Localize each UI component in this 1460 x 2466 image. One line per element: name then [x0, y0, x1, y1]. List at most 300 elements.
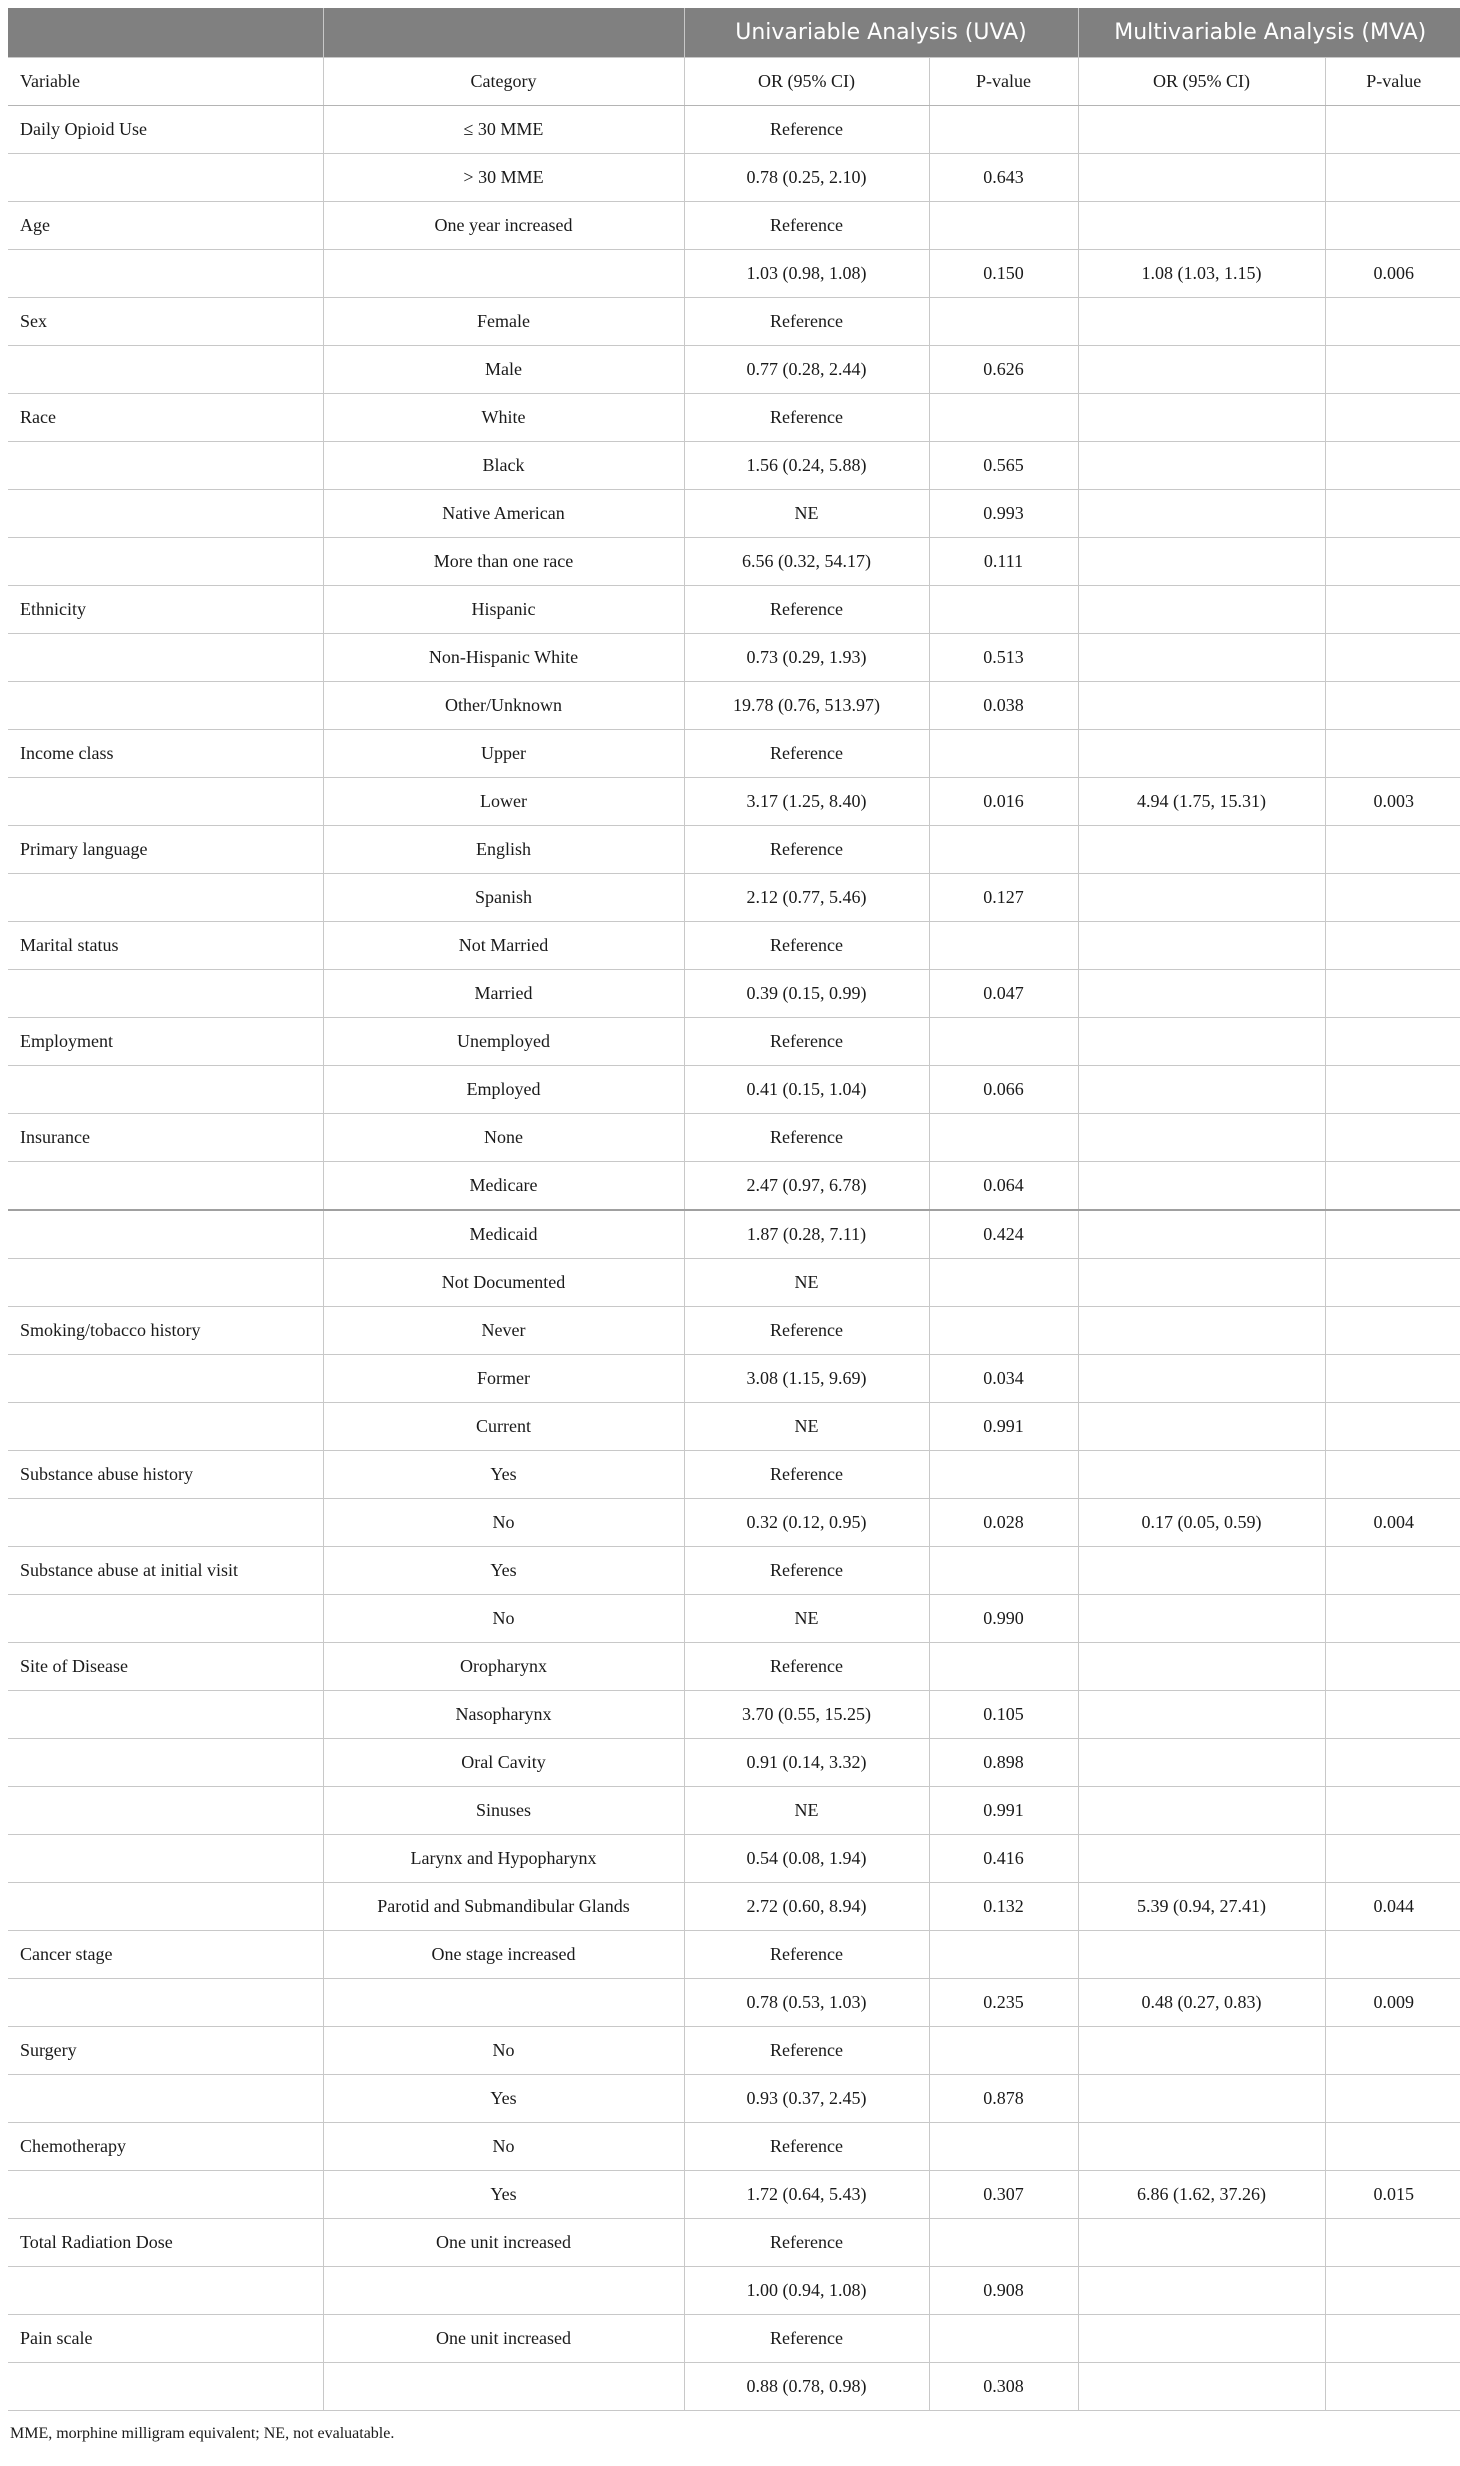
table-row: [8, 1499, 1460, 1547]
uva-p-cell: 0.132: [929, 1883, 1078, 1931]
mva-or-cell: [1078, 2315, 1325, 2363]
category-cell: Lower: [323, 778, 684, 826]
uva-or-cell: Reference: [684, 1451, 929, 1499]
table-row: [8, 1883, 1460, 1931]
uva-or-cell: Reference: [684, 2315, 929, 2363]
table-row: [8, 394, 1460, 442]
mva-or-cell: [1078, 1355, 1325, 1403]
table-row: [8, 442, 1460, 490]
uva-or-cell: 0.88 (0.78, 0.98): [684, 2363, 929, 2411]
uva-or-cell: Reference: [684, 730, 929, 778]
uva-p-cell: 0.111: [929, 538, 1078, 586]
mva-p-cell: [1325, 730, 1460, 778]
table-row: [8, 1066, 1460, 1114]
category-cell: Parotid and Submandibular Glands: [323, 1883, 684, 1931]
uva-or-cell: Reference: [684, 2219, 929, 2267]
mva-or-cell: [1078, 1739, 1325, 1787]
variable-cell: Marital status: [8, 922, 323, 970]
table-row: [8, 346, 1460, 394]
regression-table: [8, 8, 1460, 2411]
category-cell: Non-Hispanic White: [323, 634, 684, 682]
uva-or-cell: Reference: [684, 1547, 929, 1595]
variable-cell: [8, 1835, 323, 1883]
category-cell: More than one race: [323, 538, 684, 586]
table-row: [8, 682, 1460, 730]
mva-or-cell: [1078, 346, 1325, 394]
category-cell: Female: [323, 298, 684, 346]
uva-or-cell: 3.70 (0.55, 15.25): [684, 1691, 929, 1739]
variable-cell: [8, 1691, 323, 1739]
variable-cell: [8, 874, 323, 922]
variable-cell: [8, 442, 323, 490]
uva-p-cell: [929, 1307, 1078, 1355]
variable-cell: [8, 538, 323, 586]
mva-or-cell: [1078, 1547, 1325, 1595]
category-cell: Oropharynx: [323, 1643, 684, 1691]
category-cell: Male: [323, 346, 684, 394]
mva-p-cell: [1325, 1210, 1460, 1259]
mva-p-cell: [1325, 1114, 1460, 1162]
mva-or-cell: [1078, 1018, 1325, 1066]
category-cell: Employed: [323, 1066, 684, 1114]
mva-or-cell: [1078, 1595, 1325, 1643]
category-cell: [323, 1979, 684, 2027]
mva-p-cell: [1325, 1643, 1460, 1691]
variable-cell: [8, 490, 323, 538]
uva-p-cell: [929, 106, 1078, 154]
uva-p-cell: 0.105: [929, 1691, 1078, 1739]
uva-or-cell: 0.73 (0.29, 1.93): [684, 634, 929, 682]
variable-cell: Sex: [8, 298, 323, 346]
group-header-row: [8, 8, 1460, 58]
uva-or-cell: Reference: [684, 2123, 929, 2171]
uva-p-cell: 0.626: [929, 346, 1078, 394]
uva-p-cell: 0.034: [929, 1355, 1078, 1403]
mva-or-cell: [1078, 682, 1325, 730]
table-row: [8, 586, 1460, 634]
uva-or-cell: NE: [684, 1595, 929, 1643]
category-cell: Hispanic: [323, 586, 684, 634]
table-row: [8, 538, 1460, 586]
uva-p-cell: 0.908: [929, 2267, 1078, 2315]
mva-p-cell: [1325, 586, 1460, 634]
mva-or-cell: 0.48 (0.27, 0.83): [1078, 1979, 1325, 2027]
uva-p-cell: 0.424: [929, 1210, 1078, 1259]
uva-p-cell: [929, 202, 1078, 250]
mva-p-cell: [1325, 922, 1460, 970]
uva-or-cell: 0.93 (0.37, 2.45): [684, 2075, 929, 2123]
mva-p-cell: [1325, 2027, 1460, 2075]
mva-p-cell: 0.044: [1325, 1883, 1460, 1931]
table-footnote: MME, morphine milligram equivalent; NE, not evaluatable.: [10, 2425, 395, 2442]
uva-p-cell: 0.513: [929, 634, 1078, 682]
category-cell: Not Married: [323, 922, 684, 970]
table-row: [8, 874, 1460, 922]
variable-cell: [8, 682, 323, 730]
mva-or-cell: [1078, 730, 1325, 778]
variable-cell: [8, 1259, 323, 1307]
mva-p-cell: [1325, 826, 1460, 874]
table-row: [8, 202, 1460, 250]
mva-p-cell: [1325, 2363, 1460, 2411]
mva-p-cell: [1325, 970, 1460, 1018]
mva-or-cell: [1078, 1114, 1325, 1162]
mva-or-cell: [1078, 2219, 1325, 2267]
variable-cell: [8, 2363, 323, 2411]
table-row: [8, 1835, 1460, 1883]
mva-or-cell: [1078, 634, 1325, 682]
uva-or-cell: 0.41 (0.15, 1.04): [684, 1066, 929, 1114]
table-row: [8, 1018, 1460, 1066]
table-row: [8, 2267, 1460, 2315]
table-row: [8, 1739, 1460, 1787]
category-cell: Yes: [323, 2171, 684, 2219]
table-row: [8, 2171, 1460, 2219]
category-cell: Current: [323, 1403, 684, 1451]
column-header-category: Category: [323, 58, 684, 106]
variable-cell: [8, 1066, 323, 1114]
table-row: [8, 2219, 1460, 2267]
mva-or-cell: [1078, 442, 1325, 490]
uva-p-cell: 0.016: [929, 778, 1078, 826]
table-row: [8, 2363, 1460, 2411]
mva-or-cell: [1078, 1691, 1325, 1739]
uva-or-cell: Reference: [684, 586, 929, 634]
variable-cell: [8, 970, 323, 1018]
variable-cell: Total Radiation Dose: [8, 2219, 323, 2267]
table-row: [8, 2027, 1460, 2075]
variable-cell: [8, 2075, 323, 2123]
uva-p-cell: [929, 1018, 1078, 1066]
mva-or-cell: [1078, 874, 1325, 922]
mva-p-cell: [1325, 202, 1460, 250]
mva-p-cell: [1325, 1066, 1460, 1114]
mva-p-cell: [1325, 2123, 1460, 2171]
category-cell: No: [323, 2123, 684, 2171]
uva-or-cell: 0.77 (0.28, 2.44): [684, 346, 929, 394]
category-cell: Larynx and Hypopharynx: [323, 1835, 684, 1883]
category-cell: Oral Cavity: [323, 1739, 684, 1787]
category-cell: One unit increased: [323, 2315, 684, 2363]
variable-cell: Daily Opioid Use: [8, 106, 323, 154]
category-cell: ≤ 30 MME: [323, 106, 684, 154]
mva-or-cell: [1078, 586, 1325, 634]
table-row: [8, 1931, 1460, 1979]
uva-or-cell: 1.72 (0.64, 5.43): [684, 2171, 929, 2219]
uva-p-cell: [929, 2219, 1078, 2267]
uva-or-cell: 1.00 (0.94, 1.08): [684, 2267, 929, 2315]
uva-or-cell: 2.12 (0.77, 5.46): [684, 874, 929, 922]
category-cell: Medicaid: [323, 1210, 684, 1259]
variable-cell: Insurance: [8, 1114, 323, 1162]
mva-header: Multivariable Analysis (MVA): [1078, 8, 1460, 58]
variable-cell: [8, 1355, 323, 1403]
mva-p-cell: [1325, 1451, 1460, 1499]
uva-p-cell: 0.150: [929, 250, 1078, 298]
mva-p-cell: 0.004: [1325, 1499, 1460, 1547]
uva-or-cell: 0.78 (0.25, 2.10): [684, 154, 929, 202]
mva-or-cell: [1078, 2363, 1325, 2411]
category-cell: Unemployed: [323, 1018, 684, 1066]
table-body: [8, 106, 1460, 2411]
table-row: [8, 1691, 1460, 1739]
uva-p-cell: 0.127: [929, 874, 1078, 922]
uva-p-cell: 0.066: [929, 1066, 1078, 1114]
category-cell: Yes: [323, 1451, 684, 1499]
uva-or-cell: Reference: [684, 1114, 929, 1162]
mva-or-cell: [1078, 106, 1325, 154]
mva-p-cell: [1325, 1595, 1460, 1643]
uva-or-cell: 1.56 (0.24, 5.88): [684, 442, 929, 490]
uva-or-cell: 2.47 (0.97, 6.78): [684, 1162, 929, 1211]
table-row: [8, 922, 1460, 970]
column-header-uva-p: P-value: [929, 58, 1078, 106]
uva-p-cell: 0.307: [929, 2171, 1078, 2219]
table-row: [8, 1547, 1460, 1595]
uva-or-cell: Reference: [684, 202, 929, 250]
table-row: [8, 250, 1460, 298]
uva-p-cell: [929, 2123, 1078, 2171]
category-cell: [323, 2363, 684, 2411]
table-row: [8, 1451, 1460, 1499]
uva-or-cell: NE: [684, 1403, 929, 1451]
mva-or-cell: [1078, 2027, 1325, 2075]
column-header-uva-or: OR (95% CI): [684, 58, 929, 106]
mva-or-cell: [1078, 922, 1325, 970]
variable-cell: Race: [8, 394, 323, 442]
uva-or-cell: 0.54 (0.08, 1.94): [684, 1835, 929, 1883]
mva-or-cell: [1078, 970, 1325, 1018]
mva-or-cell: 6.86 (1.62, 37.26): [1078, 2171, 1325, 2219]
uva-p-cell: [929, 1114, 1078, 1162]
uva-or-cell: Reference: [684, 106, 929, 154]
table-row: [8, 1114, 1460, 1162]
variable-cell: [8, 1595, 323, 1643]
mva-p-cell: [1325, 1259, 1460, 1307]
uva-p-cell: 0.038: [929, 682, 1078, 730]
table-row: [8, 1595, 1460, 1643]
variable-cell: Chemotherapy: [8, 2123, 323, 2171]
variable-cell: [8, 1210, 323, 1259]
variable-cell: Substance abuse at initial visit: [8, 1547, 323, 1595]
mva-p-cell: [1325, 1355, 1460, 1403]
category-cell: Nasopharynx: [323, 1691, 684, 1739]
uva-or-cell: Reference: [684, 394, 929, 442]
table-page: [8, 8, 1460, 2443]
uva-p-cell: 0.898: [929, 1739, 1078, 1787]
uva-p-cell: 0.308: [929, 2363, 1078, 2411]
mva-p-cell: [1325, 874, 1460, 922]
category-cell: English: [323, 826, 684, 874]
mva-or-cell: 4.94 (1.75, 15.31): [1078, 778, 1325, 826]
uva-header: Univariable Analysis (UVA): [684, 8, 1078, 58]
mva-p-cell: [1325, 394, 1460, 442]
category-cell: White: [323, 394, 684, 442]
mva-or-cell: [1078, 490, 1325, 538]
uva-or-cell: 0.78 (0.53, 1.03): [684, 1979, 929, 2027]
mva-p-cell: [1325, 1931, 1460, 1979]
uva-p-cell: 0.416: [929, 1835, 1078, 1883]
variable-cell: Pain scale: [8, 2315, 323, 2363]
mva-or-cell: [1078, 2267, 1325, 2315]
uva-or-cell: Reference: [684, 1018, 929, 1066]
mva-p-cell: [1325, 490, 1460, 538]
uva-p-cell: [929, 730, 1078, 778]
mva-p-cell: [1325, 2267, 1460, 2315]
category-cell: Upper: [323, 730, 684, 778]
category-cell: Sinuses: [323, 1787, 684, 1835]
uva-p-cell: [929, 1643, 1078, 1691]
variable-cell: [8, 778, 323, 826]
table-row: [8, 1979, 1460, 2027]
uva-p-cell: 0.235: [929, 1979, 1078, 2027]
category-cell: Married: [323, 970, 684, 1018]
table-row: [8, 1355, 1460, 1403]
mva-p-cell: [1325, 1739, 1460, 1787]
mva-or-cell: [1078, 202, 1325, 250]
mva-or-cell: [1078, 1307, 1325, 1355]
uva-p-cell: [929, 2027, 1078, 2075]
uva-or-cell: Reference: [684, 1643, 929, 1691]
uva-or-cell: Reference: [684, 922, 929, 970]
category-cell: Spanish: [323, 874, 684, 922]
mva-or-cell: [1078, 394, 1325, 442]
mva-or-cell: [1078, 154, 1325, 202]
table-row: [8, 730, 1460, 778]
variable-cell: Site of Disease: [8, 1643, 323, 1691]
mva-p-cell: 0.009: [1325, 1979, 1460, 2027]
variable-cell: [8, 1787, 323, 1835]
uva-p-cell: [929, 2315, 1078, 2363]
mva-or-cell: 5.39 (0.94, 27.41): [1078, 1883, 1325, 1931]
uva-p-cell: [929, 1931, 1078, 1979]
table-row: [8, 1307, 1460, 1355]
mva-p-cell: [1325, 1162, 1460, 1211]
uva-or-cell: 2.72 (0.60, 8.94): [684, 1883, 929, 1931]
category-cell: > 30 MME: [323, 154, 684, 202]
uva-p-cell: [929, 1451, 1078, 1499]
mva-or-cell: 0.17 (0.05, 0.59): [1078, 1499, 1325, 1547]
category-cell: [323, 250, 684, 298]
table-row: [8, 154, 1460, 202]
mva-p-cell: [1325, 2315, 1460, 2363]
table-row: [8, 2315, 1460, 2363]
mva-or-cell: [1078, 1835, 1325, 1883]
category-cell: One stage increased: [323, 1931, 684, 1979]
table-row: [8, 2075, 1460, 2123]
uva-or-cell: 3.17 (1.25, 8.40): [684, 778, 929, 826]
mva-or-cell: [1078, 1066, 1325, 1114]
uva-p-cell: 0.991: [929, 1403, 1078, 1451]
table-row: [8, 1259, 1460, 1307]
category-cell: No: [323, 2027, 684, 2075]
table-row: [8, 970, 1460, 1018]
uva-p-cell: [929, 298, 1078, 346]
mva-p-cell: [1325, 1835, 1460, 1883]
table-row: [8, 1210, 1460, 1259]
uva-p-cell: 0.991: [929, 1787, 1078, 1835]
mva-or-cell: [1078, 1162, 1325, 1211]
variable-cell: [8, 346, 323, 394]
category-cell: Yes: [323, 1547, 684, 1595]
category-cell: Never: [323, 1307, 684, 1355]
uva-p-cell: [929, 394, 1078, 442]
mva-p-cell: [1325, 442, 1460, 490]
category-cell: One year increased: [323, 202, 684, 250]
variable-cell: Employment: [8, 1018, 323, 1066]
mva-p-cell: [1325, 1018, 1460, 1066]
variable-cell: [8, 1499, 323, 1547]
mva-p-cell: [1325, 1307, 1460, 1355]
uva-p-cell: 0.878: [929, 2075, 1078, 2123]
mva-or-cell: [1078, 2075, 1325, 2123]
uva-p-cell: 0.990: [929, 1595, 1078, 1643]
table-row: [8, 1403, 1460, 1451]
variable-cell: [8, 1979, 323, 2027]
uva-p-cell: [929, 1547, 1078, 1595]
uva-p-cell: 0.993: [929, 490, 1078, 538]
table-row: [8, 490, 1460, 538]
variable-cell: Age: [8, 202, 323, 250]
variable-cell: Substance abuse history: [8, 1451, 323, 1499]
uva-or-cell: 0.32 (0.12, 0.95): [684, 1499, 929, 1547]
uva-p-cell: [929, 826, 1078, 874]
variable-cell: [8, 634, 323, 682]
uva-p-cell: 0.028: [929, 1499, 1078, 1547]
category-cell: One unit increased: [323, 2219, 684, 2267]
table-row: [8, 1787, 1460, 1835]
mva-p-cell: [1325, 1547, 1460, 1595]
table-row: [8, 634, 1460, 682]
category-cell: Yes: [323, 2075, 684, 2123]
table-row: [8, 2123, 1460, 2171]
column-header-mva-p: P-value: [1325, 58, 1460, 106]
category-cell: No: [323, 1595, 684, 1643]
mva-or-cell: [1078, 1259, 1325, 1307]
table-row: [8, 298, 1460, 346]
mva-p-cell: [1325, 634, 1460, 682]
mva-p-cell: [1325, 538, 1460, 586]
category-cell: Black: [323, 442, 684, 490]
variable-cell: Cancer stage: [8, 1931, 323, 1979]
uva-or-cell: Reference: [684, 826, 929, 874]
uva-p-cell: 0.047: [929, 970, 1078, 1018]
mva-p-cell: [1325, 1403, 1460, 1451]
mva-p-cell: [1325, 2219, 1460, 2267]
category-cell: No: [323, 1499, 684, 1547]
mva-p-cell: [1325, 1787, 1460, 1835]
variable-cell: Income class: [8, 730, 323, 778]
category-cell: Former: [323, 1355, 684, 1403]
uva-p-cell: [929, 586, 1078, 634]
uva-or-cell: Reference: [684, 1307, 929, 1355]
table-row: [8, 1643, 1460, 1691]
uva-or-cell: Reference: [684, 1931, 929, 1979]
variable-cell: Ethnicity: [8, 586, 323, 634]
uva-or-cell: Reference: [684, 298, 929, 346]
uva-or-cell: NE: [684, 490, 929, 538]
variable-cell: [8, 1403, 323, 1451]
mva-p-cell: [1325, 2075, 1460, 2123]
mva-p-cell: 0.015: [1325, 2171, 1460, 2219]
table-row: [8, 1162, 1460, 1211]
mva-or-cell: [1078, 2123, 1325, 2171]
variable-cell: Smoking/tobacco history: [8, 1307, 323, 1355]
category-cell: None: [323, 1114, 684, 1162]
uva-or-cell: NE: [684, 1259, 929, 1307]
variable-cell: [8, 1883, 323, 1931]
category-cell: Medicare: [323, 1162, 684, 1211]
